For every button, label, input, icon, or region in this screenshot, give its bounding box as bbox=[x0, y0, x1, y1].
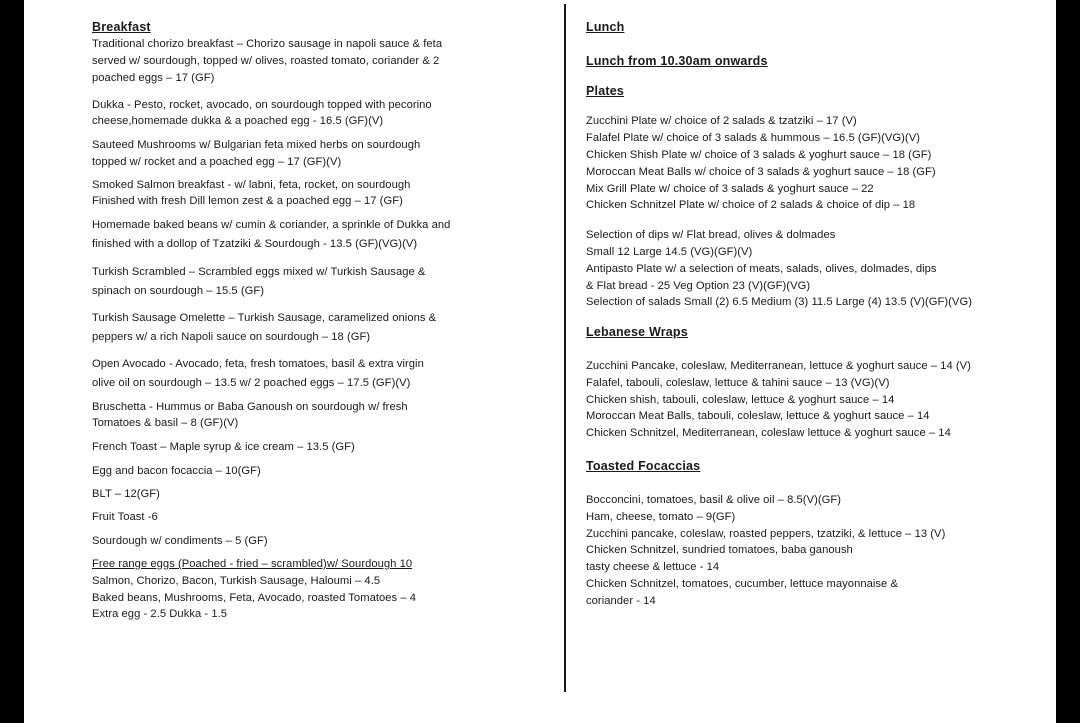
menu-line: Zucchini pancake, coleslaw, roasted peppers, tzatziki, & lettuce – 13 (V) bbox=[586, 528, 946, 540]
menu-line: Traditional chorizo breakfast – Chorizo sausage in napoli sauce & feta bbox=[92, 38, 443, 50]
menu-line: topped w/ rocket and a poached egg – 17 (GF)(V) bbox=[92, 156, 342, 168]
menu-line: Fruit Toast -6 bbox=[92, 511, 158, 523]
menu-line: Tomatoes & basil – 8 (GF)(V) bbox=[92, 417, 239, 429]
menu-line: Small 12 Large 14.5 (VG)(GF)(V) bbox=[586, 246, 753, 258]
menu-line: Finished with fresh Dill lemon zest & a poached egg – 17 (GF) bbox=[92, 195, 403, 207]
menu-line: olive oil on sourdough – 13.5 w/ 2 poached eggs – 17.5 (GF)(V) bbox=[92, 377, 411, 389]
menu-line: Bocconcini, tomatoes, basil & olive oil – 8.5(V)(GF) bbox=[586, 494, 842, 506]
menu-line: Chicken Shish Plate w/ choice of 3 salads & yoghurt sauce – 18 (GF) bbox=[586, 149, 932, 161]
menu-line: Open Avocado - Avocado, feta, fresh tomatoes, basil & extra virgin bbox=[92, 358, 424, 370]
menu-line: Smoked Salmon breakfast - w/ labni, feta, rocket, on sourdough bbox=[92, 179, 411, 191]
menu-line: Selection of salads Small (2) 6.5 Medium (3) 11.5 Large (4) 13.5 (V)(GF)(VG) bbox=[586, 296, 972, 308]
breakfast-heading: Breakfast bbox=[92, 20, 151, 34]
lunch-subheading: Lunch from 10.30am onwards bbox=[586, 54, 768, 68]
menu-line: & Flat bread - 25 Veg Option 23 (V)(GF)(VG) bbox=[586, 280, 811, 292]
menu-line: French Toast – Maple syrup & ice cream – 13.5 (GF) bbox=[92, 441, 355, 453]
menu-line: Zucchini Pancake, coleslaw, Mediterranean, lettuce & yoghurt sauce – 14 (V) bbox=[586, 360, 971, 372]
menu-line: Ham, cheese, tomato – 9(GF) bbox=[586, 511, 736, 523]
menu-line: Falafel Plate w/ choice of 3 salads & hummous – 16.5 (GF)(VG)(V) bbox=[586, 132, 920, 144]
column-divider bbox=[564, 4, 566, 692]
menu-line: coriander - 14 bbox=[586, 595, 656, 607]
menu-line: Antipasto Plate w/ a selection of meats, salads, olives, dolmades, dips bbox=[586, 263, 937, 275]
menu-line: Baked beans, Mushrooms, Feta, Avocado, roasted Tomatoes – 4 bbox=[92, 592, 417, 604]
menu-line: spinach on sourdough – 15.5 (GF) bbox=[92, 285, 265, 297]
menu-line: Homemade baked beans w/ cumin & coriander, a sprinkle of Dukka and bbox=[92, 219, 451, 231]
menu-line: Chicken Schnitzel Plate w/ choice of 2 salads & choice of dip – 18 bbox=[586, 199, 916, 211]
menu-line: Turkish Scrambled – Scrambled eggs mixed w/ Turkish Sausage & bbox=[92, 266, 426, 278]
menu-line: Egg and bacon focaccia – 10(GF) bbox=[92, 465, 261, 477]
menu-line: Sourdough w/ condiments – 5 (GF) bbox=[92, 535, 268, 547]
menu-line: Chicken Schnitzel, sundried tomatoes, baba ganoush bbox=[586, 544, 853, 556]
menu-line: Bruschetta - Hummus or Baba Ganoush on sourdough w/ fresh bbox=[92, 401, 408, 413]
menu-line: Selection of dips w/ Flat bread, olives & dolmades bbox=[586, 229, 836, 241]
menu-line: BLT – 12(GF) bbox=[92, 488, 160, 500]
menu-line: served w/ sourdough, topped w/ olives, roasted tomato, coriander & 2 bbox=[92, 55, 440, 67]
menu-line: cheese,homemade dukka & a poached egg - 16.5 (GF)(V) bbox=[92, 115, 384, 127]
menu-line: Moroccan Meat Balls w/ choice of 3 salads & yoghurt sauce – 18 (GF) bbox=[586, 166, 936, 178]
menu-line: Salmon, Chorizo, Bacon, Turkish Sausage, Haloumi – 4.5 bbox=[92, 575, 381, 587]
menu-line: Moroccan Meat Balls, tabouli, coleslaw, lettuce & yoghurt sauce – 14 bbox=[586, 410, 930, 422]
menu-line: poached eggs – 17 (GF) bbox=[92, 72, 215, 84]
menu-line: Turkish Sausage Omelette – Turkish Sausage, caramelized onions & bbox=[92, 312, 437, 324]
menu-line: Sauteed Mushrooms w/ Bulgarian feta mixed herbs on sourdough bbox=[92, 139, 421, 151]
menu-page bbox=[24, 0, 1056, 723]
wraps-heading: Lebanese Wraps bbox=[586, 325, 688, 339]
menu-line: Chicken Schnitzel, Mediterranean, coleslaw lettuce & yoghurt sauce – 14 bbox=[586, 427, 951, 439]
plates-heading: Plates bbox=[586, 84, 625, 98]
menu-line: peppers w/ a rich Napoli sauce on sourdough – 18 (GF) bbox=[92, 331, 371, 343]
menu-line: Zucchini Plate w/ choice of 2 salads & tzatziki – 17 (V) bbox=[586, 115, 857, 127]
menu-line: Mix Grill Plate w/ choice of 3 salads & yoghurt sauce – 22 bbox=[586, 183, 874, 195]
focaccias-heading: Toasted Focaccias bbox=[586, 459, 701, 473]
menu-line: Chicken shish, tabouli, coleslaw, lettuce & yoghurt sauce – 14 bbox=[586, 394, 895, 406]
menu-line: Chicken Schnitzel, tomatoes, cucumber, lettuce mayonnaise & bbox=[586, 578, 899, 590]
menu-line: tasty cheese & lettuce - 14 bbox=[586, 561, 720, 573]
menu-line: Dukka - Pesto, rocket, avocado, on sourdough topped with pecorino bbox=[92, 99, 432, 111]
lunch-heading: Lunch bbox=[586, 20, 625, 34]
menu-line: Extra egg - 2.5 Dukka - 1.5 bbox=[92, 608, 228, 620]
menu-line: finished with a dollop of Tzatziki & Sourdough - 13.5 (GF)(VG)(V) bbox=[92, 238, 418, 250]
free-range-eggs-line: Free range eggs (Poached - fried – scrambled)w/ Sourdough 10 bbox=[92, 558, 413, 570]
menu-line: Falafel, tabouli, coleslaw, lettuce & tahini sauce – 13 (VG)(V) bbox=[586, 377, 890, 389]
